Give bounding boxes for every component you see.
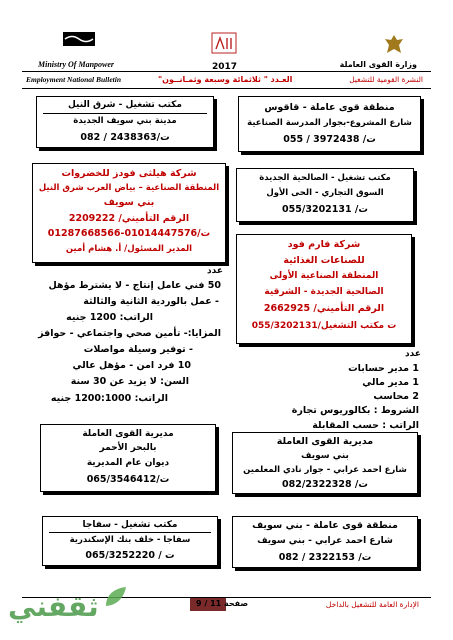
flag-logo-icon [62, 30, 96, 48]
list-item: 1 مدير مالي [362, 377, 419, 388]
box-line2: بني سويف [301, 451, 349, 461]
list-item: المزايا:- تأمين صحي واجتماعي - حوافز [38, 328, 221, 339]
company-name: شركة فارم فود [287, 239, 361, 250]
footer-dept: الإدارة العامة للتشغيل بالداخل [325, 600, 419, 609]
company-city: بني سويف [103, 197, 155, 208]
box-red-sea-directorate [40, 424, 216, 492]
list-item: 50 فني عامل إنتاج - لا يشترط مؤهل [48, 280, 221, 291]
watermark-logo: ثقفني [8, 590, 99, 623]
box-beni-suef-area [232, 516, 418, 568]
box-title: مكتب تشغيل - شرق النيل [68, 100, 182, 110]
box-east-nile [36, 96, 214, 148]
company-farm-food [236, 234, 412, 344]
company-insurance: الرقم التأميني/ 2209222 [68, 213, 190, 224]
footer-page-label: صفحة 11 / 9 [196, 599, 249, 608]
eagle-emblem-icon [383, 33, 405, 57]
box-line1: منطقة قوى عاملة - بني سويف [252, 520, 398, 531]
list-item: - توفير وسيلة مواصلات [83, 344, 193, 355]
company-phones: ت/01014447576-01287668566 [47, 228, 211, 239]
jobs-left-count-header: عدد [207, 266, 223, 276]
list-item: 10 فرد امن - مؤهل عالي [72, 360, 191, 371]
box-title: مكتب تشغيل - الصالحية الجديدة [259, 173, 391, 183]
ministry-en: Ministry Of Manpower [38, 60, 115, 69]
bulletin-ar: النشرة القومية للتشغيل [349, 75, 423, 84]
year: 2017 [212, 62, 238, 72]
list-item: 1 مدير حسابات [348, 363, 419, 374]
box-phone: ت/ 055/3202131 [282, 204, 368, 215]
box-beni-suef-directorate [232, 432, 418, 494]
header-left-emblem [62, 30, 96, 48]
leaf-icon [100, 584, 130, 610]
company-insurance: الرقم التأميني/ 2662925 [263, 303, 385, 314]
jobs-right-count-header: عدد [405, 349, 421, 359]
ministry-ar: وزارة القوى العاملة [339, 60, 417, 69]
box-phone: ت/ 3972438 / 055 [283, 134, 376, 145]
list-item: الراتب: 1200:1000 جنيه [50, 393, 168, 404]
box-line1: مكتب تشغيل - سفاجا [82, 520, 178, 530]
header-right-emblem [383, 33, 405, 57]
box-phone: ت/ 2322153 / 082 [278, 552, 372, 563]
company-area: المنطقة الصناعية – بياض العرب شرق النيل [38, 183, 220, 193]
company-name: شركة هيلثى فودز للخضروات [61, 168, 197, 179]
box-address: شارع المشروع-بجوار المدرسة الصناعية [247, 118, 412, 128]
company-area: المنطقة الصناعية الأولى [269, 271, 379, 281]
center-logo [211, 32, 237, 54]
box-phone: ت/ 082/2322328 [282, 479, 368, 490]
list-item: - عمل بالوردية الثانية والثالثة [83, 296, 219, 307]
box-address: السوق التجاري - الحى الأول [266, 188, 384, 198]
box-qaqous [238, 96, 421, 152]
box-line2: سفاجا - خلف بنك الإسكندرية [69, 535, 191, 545]
header-rule-2 [22, 88, 431, 89]
box-phone: ت/2438363 / 082 [80, 132, 170, 143]
company-manager: المدير المسئول/ أ. هشام أمين [65, 244, 193, 254]
box-line2: شارع احمد عرابي - بني سويف [257, 536, 393, 546]
box-line3: شارع احمد عرابي - جوار نادي المعلمين [243, 465, 407, 475]
issue-label: العـدد " ثلاثمائة وسبعة وثمـانــون" [158, 75, 293, 84]
box-salhia-office [236, 168, 414, 222]
box-line2: بالبحر الأحمر [99, 443, 157, 453]
watermark-leaf-icon [100, 584, 130, 610]
box-line3: ديوان عام المديرية [86, 458, 170, 468]
list-item: 2 محاسب [373, 391, 419, 402]
company-office-phone: ت مكتب التشغيل/055/3202131 [251, 321, 397, 331]
box-line1: مديرية القوى العاملة [82, 429, 174, 439]
bulletin-logo-icon [211, 32, 237, 54]
list-item: الراتب: 1200 جنيه [66, 312, 153, 323]
box-safaga-office [42, 516, 218, 566]
company-sub: للصناعات الغذائية [283, 255, 365, 266]
box-phone: ت / 065/3252220 [85, 550, 175, 561]
company-city: الصالحية الجديدة - الشرقية [264, 287, 384, 297]
list-item: السن: لا يزيد عن 30 سنة [70, 376, 189, 387]
box-title: منطقة قوى عاملة - قاقوس [264, 102, 395, 113]
box-phone: ت/065/3546412 [86, 474, 170, 485]
box-address: مدينة بني سويف الجديدة [73, 116, 177, 126]
bulletin-en: Employment National Bulletin [26, 75, 122, 84]
list-item: الراتب : حسب المقابلة [312, 420, 419, 431]
list-item: الشروط : بكالوريوس تجارة [291, 405, 419, 416]
box-line1: مديرية القوى العاملة [276, 436, 374, 447]
company-healthy-foods [32, 163, 226, 263]
